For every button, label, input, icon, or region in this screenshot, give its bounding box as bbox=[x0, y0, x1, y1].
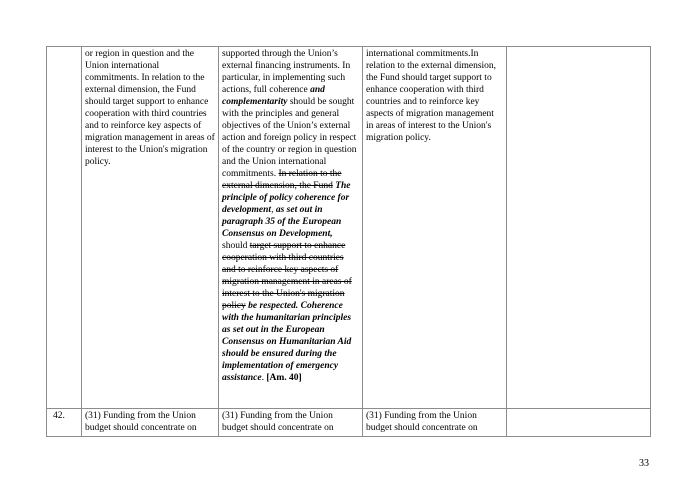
cell-text: or region in question and the Union international commitments. In relation to the external dimension, the Fund should target support to enhance cooperation with third countries and to reinforce key aspects of migration management in areas of interest to the Union's migration policy. bbox=[85, 49, 215, 167]
amendment-text-cell bbox=[219, 409, 363, 437]
row-number-cell bbox=[47, 47, 82, 409]
compromise-text-cell bbox=[507, 409, 651, 437]
amendment-text-cell bbox=[219, 47, 363, 409]
cell-text: (31) Funding from the Union budget should concentrate on bbox=[366, 411, 478, 433]
inserted-text: The principle of policy coherence for development bbox=[222, 181, 351, 215]
deleted-text: target support to enhance cooperation with third countries and to reinforce key aspects of migration management in areas of interest to the Union's migration policy bbox=[222, 241, 352, 311]
compromise-text-cell bbox=[507, 47, 651, 409]
council-text-cell bbox=[363, 409, 507, 437]
cell-text: (31) Funding from the Union budget should concentrate on bbox=[85, 411, 197, 433]
commission-text-cell bbox=[82, 47, 219, 409]
cell-text: international commitments.In relation to the external dimension, the Fund should target support to enhance cooperation with third countries and to reinforce key aspects of migration management in areas of interest to the Union's migration policy. bbox=[366, 49, 497, 143]
amendment-reference: [Am. 40] bbox=[266, 373, 302, 383]
text-run: supported through the Union’s external financing instruments. In particular, in implementing such actions, full coherence bbox=[222, 49, 351, 95]
inserted-text: and complementarity bbox=[222, 85, 325, 107]
text-run: , bbox=[271, 205, 276, 215]
council-text-cell bbox=[363, 47, 507, 409]
inserted-text: be respected. Coherence with the humanitarian principles as set out in the European Consensus on Humanitarian Aid should be ensured during the implementation of emergency assistance bbox=[222, 301, 352, 383]
amendment-paragraph bbox=[222, 48, 359, 384]
text-run: should bbox=[222, 241, 250, 251]
text-run: . bbox=[261, 373, 267, 383]
commission-text-cell bbox=[82, 409, 219, 437]
inserted-text: as set out in paragraph 35 of the European Consensus on Development, bbox=[222, 205, 342, 239]
table-row bbox=[47, 47, 651, 409]
cell-text: (31) Funding from the Union budget should concentrate on bbox=[222, 411, 334, 433]
text-run: should be sought with the principles and general objectives of the Union’s external action and foreign policy in respect of the country or region in question and the Union international commitments. bbox=[222, 97, 357, 179]
page-number: 33 bbox=[639, 458, 649, 469]
row-number-cell: 42. bbox=[47, 409, 82, 437]
deleted-text: In relation to the external dimension, the Fund bbox=[222, 169, 342, 191]
document-table bbox=[46, 46, 651, 437]
table-row bbox=[47, 409, 651, 437]
